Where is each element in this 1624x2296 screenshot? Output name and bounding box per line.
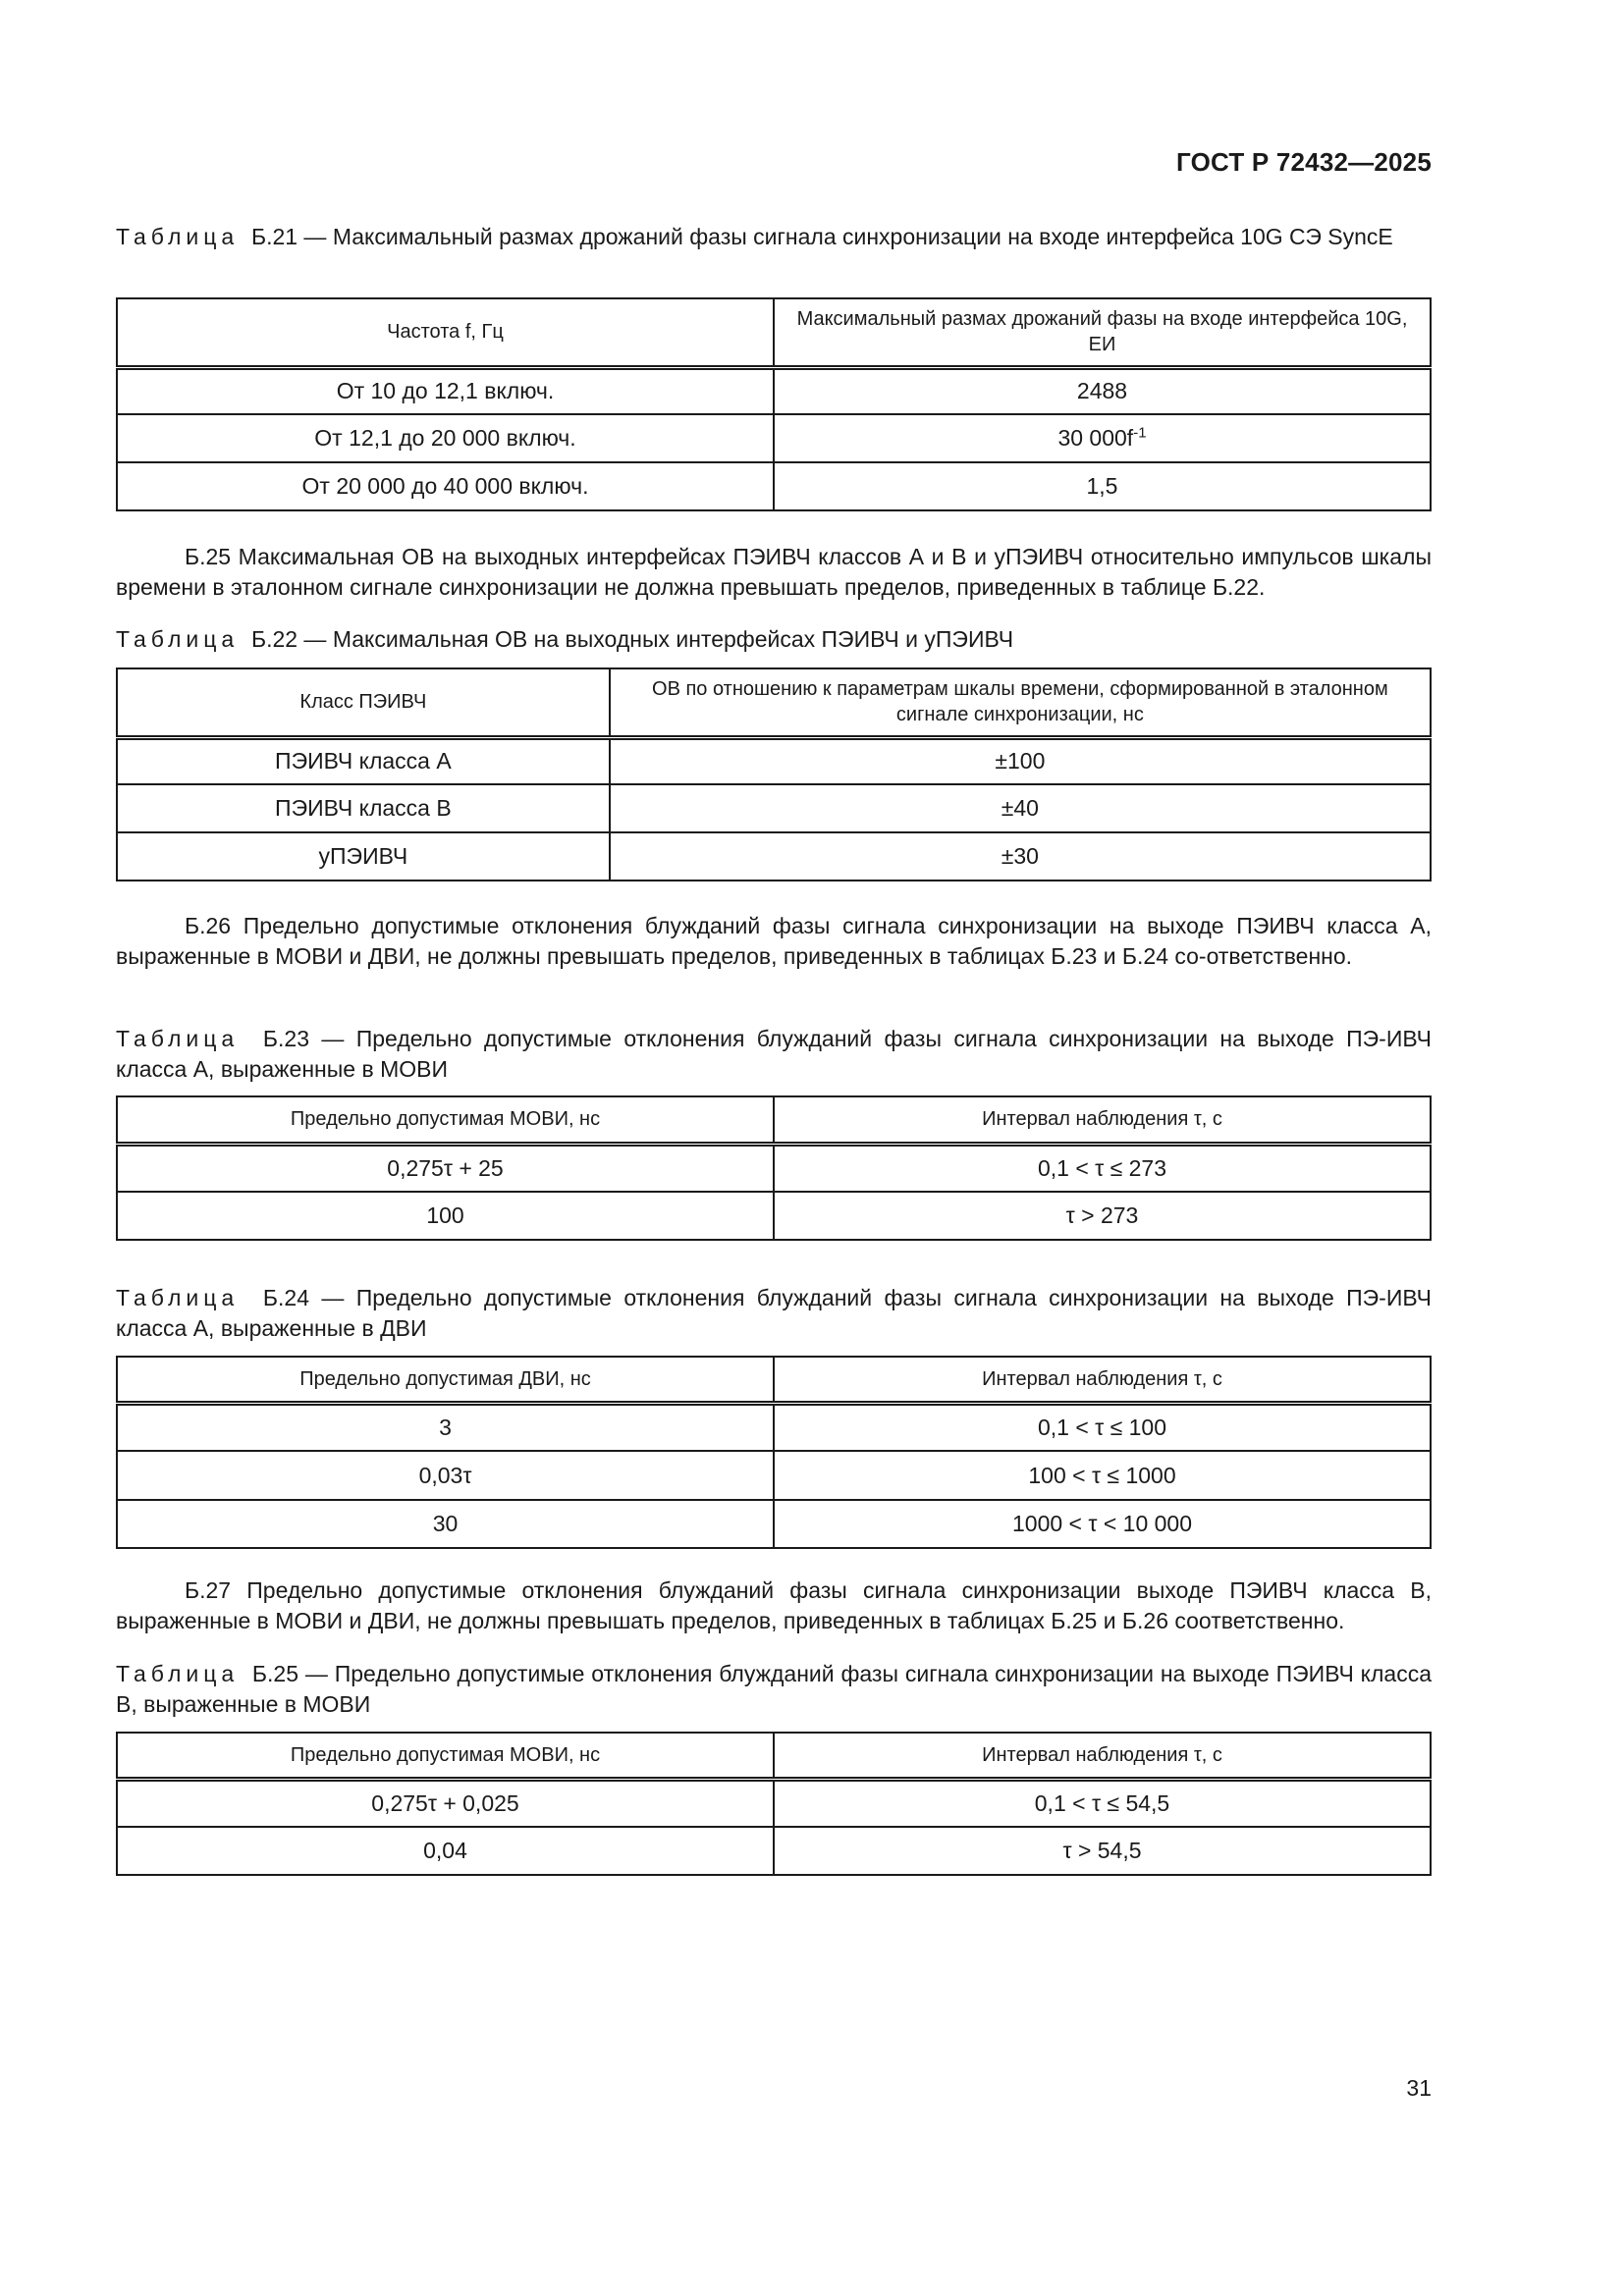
table-cell: τ > 54,5 (774, 1827, 1431, 1875)
caption-text: Б.22 — Максимальная ОВ на выходных интерфейсах ПЭИВЧ и уПЭИВЧ (250, 626, 1014, 652)
table-row (117, 1500, 1431, 1548)
table-cell: ±100 (610, 737, 1431, 784)
table-row (117, 1192, 1431, 1240)
column-header: Частота f, Гц (117, 298, 774, 367)
formula-base: 30 000f (1057, 425, 1134, 451)
paragraph-b26: Б.26 Предельно допустимые отклонения блужданий фазы сигнала синхронизации на выходе ПЭИВЧ класса А, выраженные в МОВИ и ДВИ, не должны превышать пределов, приведенных в таблицах Б.23 и Б.24 со-ответственно. (116, 913, 1432, 969)
table-label: Таблица (116, 1285, 240, 1310)
page-number: 31 (1406, 2075, 1432, 2101)
paragraph-b27: Б.27 Предельно допустимые отклонения блужданий фазы сигнала синхронизации выходе ПЭИВЧ класса В, выраженные в МОВИ и ДВИ, не должны превышать пределов, приведенных в таблицах Б.25 и Б.26 соответственно. (116, 1577, 1432, 1633)
table-cell: 1,5 (774, 462, 1431, 510)
table-cell: 0,1 < τ ≤ 54,5 (774, 1779, 1431, 1827)
table-cell: уПЭИВЧ (117, 832, 610, 881)
table-caption-b21 (116, 222, 1432, 252)
table-b23 (116, 1095, 1432, 1241)
table-cell: ±40 (610, 784, 1431, 832)
table-cell: 0,275τ + 0,025 (117, 1779, 774, 1827)
table-row (117, 737, 1431, 784)
column-header: Предельно допустимая ДВИ, нс (117, 1357, 774, 1403)
table-caption-b23 (116, 1024, 1432, 1085)
table-label: Таблица (116, 1026, 240, 1051)
column-header: Предельно допустимая МОВИ, нс (117, 1096, 774, 1144)
table-cell: ПЭИВЧ класса А (117, 737, 610, 784)
table-row (117, 1827, 1431, 1875)
table-cell: 30 (117, 1500, 774, 1548)
table-cell: 2488 (774, 367, 1431, 414)
table-row (117, 832, 1431, 881)
table-cell: От 10 до 12,1 включ. (117, 367, 774, 414)
table-b24 (116, 1356, 1432, 1549)
table-row (117, 1779, 1431, 1827)
table-cell: 100 < τ ≤ 1000 (774, 1451, 1431, 1500)
table-row (117, 462, 1431, 510)
table-row (117, 367, 1431, 414)
table-cell: 1000 < τ < 10 000 (774, 1500, 1431, 1548)
table-b21 (116, 297, 1432, 511)
table-caption-b22 (116, 624, 1432, 655)
column-header: ОВ по отношению к параметрам шкалы времени, сформированной в эталонном сигнале синхронизации, нс (610, 668, 1431, 737)
caption-text: Б.24 — Предельно допустимые отклонения блужданий фазы сигнала синхронизации на выходе ПЭ-ИВЧ класса А, выраженные в ДВИ (116, 1285, 1432, 1341)
table-row (117, 1403, 1431, 1451)
table-cell: 0,04 (117, 1827, 774, 1875)
table-cell: 0,03τ (117, 1451, 774, 1500)
table-cell: ПЭИВЧ класса В (117, 784, 610, 832)
table-cell: 100 (117, 1192, 774, 1240)
table-cell-formula (774, 414, 1431, 462)
table-b25 (116, 1732, 1432, 1876)
table-cell: 0,275τ + 25 (117, 1144, 774, 1192)
table-row (117, 1451, 1431, 1500)
table-cell: От 20 000 до 40 000 включ. (117, 462, 774, 510)
caption-text: Б.21 — Максимальный размах дрожаний фазы сигнала синхронизации на входе интерфейса 10G СЭ SyncE (250, 224, 1393, 249)
table-row (117, 1144, 1431, 1192)
column-header: Предельно допустимая МОВИ, нс (117, 1733, 774, 1779)
table-cell: 0,1 < τ ≤ 100 (774, 1403, 1431, 1451)
table-label: Таблица (116, 1661, 240, 1686)
table-row (117, 414, 1431, 462)
table-label: Таблица (116, 626, 240, 652)
column-header: Интервал наблюдения τ, с (774, 1357, 1431, 1403)
table-caption-b24 (116, 1283, 1432, 1344)
table-caption-b25 (116, 1659, 1432, 1720)
table-cell: ±30 (610, 832, 1431, 881)
table-cell: От 12,1 до 20 000 включ. (117, 414, 774, 462)
column-header: Максимальный размах дрожаний фазы на входе интерфейса 10G, ЕИ (774, 298, 1431, 367)
column-header: Интервал наблюдения τ, с (774, 1733, 1431, 1779)
table-row (117, 784, 1431, 832)
table-label: Таблица (116, 224, 240, 249)
column-header: Класс ПЭИВЧ (117, 668, 610, 737)
table-cell: 0,1 < τ ≤ 273 (774, 1144, 1431, 1192)
caption-text: Б.23 — Предельно допустимые отклонения блужданий фазы сигнала синхронизации на выходе ПЭ-ИВЧ класса А, выраженные в МОВИ (116, 1026, 1432, 1082)
caption-text: Б.25 — Предельно допустимые отклонения блужданий фазы сигнала синхронизации на выходе ПЭИВЧ класса В, выраженные в МОВИ (116, 1661, 1433, 1717)
table-cell: τ > 273 (774, 1192, 1431, 1240)
document-id: ГОСТ Р 72432—2025 (1176, 147, 1432, 177)
column-header: Интервал наблюдения τ, с (774, 1096, 1431, 1144)
formula-exponent: -1 (1133, 424, 1147, 442)
table-b22 (116, 667, 1432, 881)
paragraph-b25: Б.25 Максимальная ОВ на выходных интерфейсах ПЭИВЧ классов А и В и уПЭИВЧ относительно импульсов шкалы времени в эталонном сигнале синхронизации не должна превышать пределов, приведенных в таблице Б.22. (116, 544, 1432, 600)
table-cell: 3 (117, 1403, 774, 1451)
